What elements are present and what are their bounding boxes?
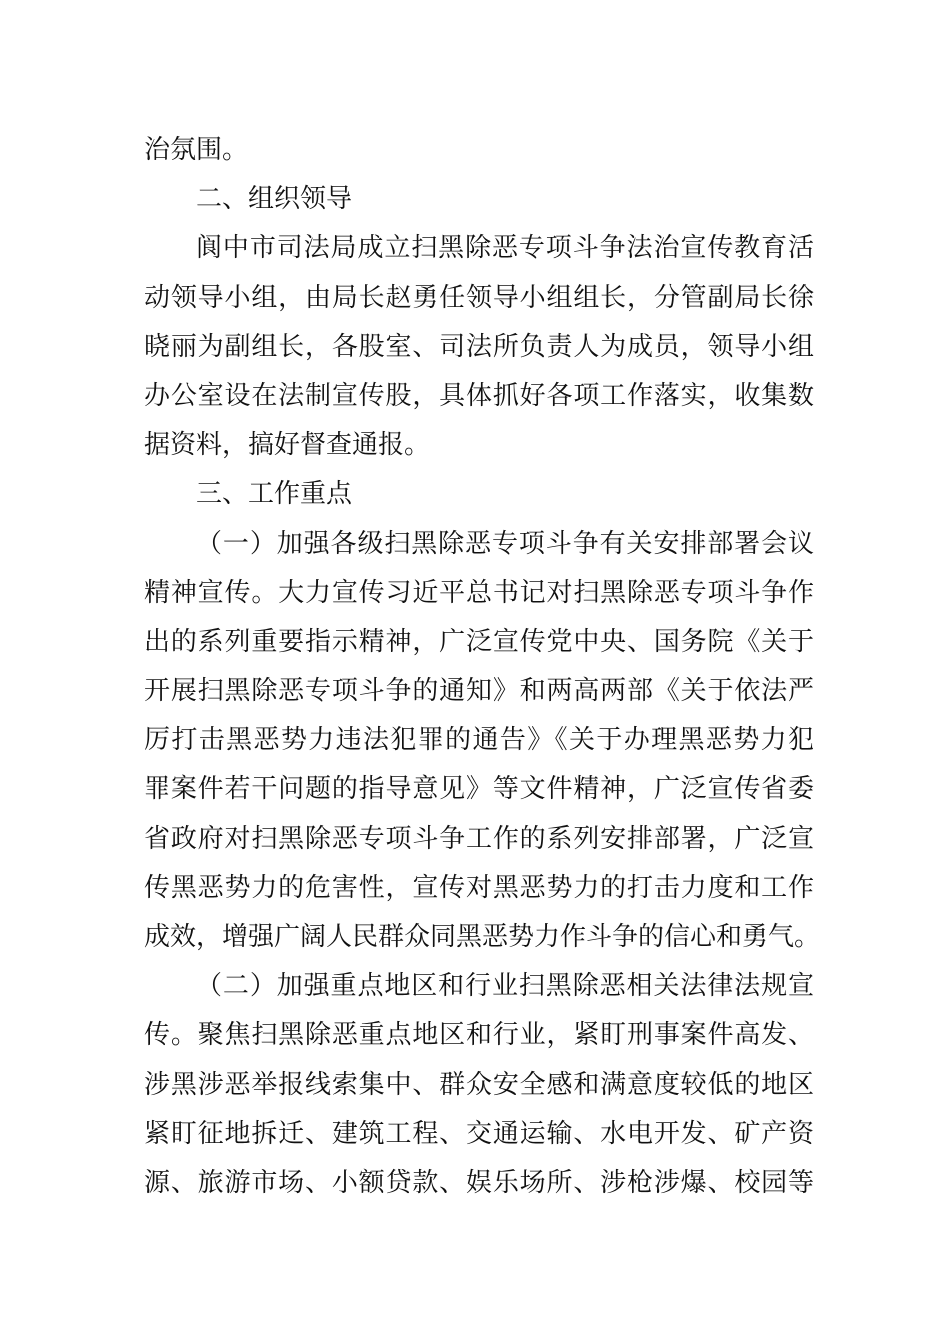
document-body — [144, 126, 821, 1208]
text-line: 二、组织领导 — [196, 184, 353, 215]
text-line: 省政府对扫黑除恶专项斗争工作的系列安排部署，广泛宣 — [144, 823, 814, 854]
text-line: 治氛围。 — [144, 135, 249, 165]
text-line: 罪案件若干问题的指导意见》等文件精神，广泛宣传省委 — [144, 774, 814, 805]
text-line: 紧盯征地拆迁、建筑工程、交通运输、水电开发、矿产资 — [144, 1118, 814, 1149]
text-line: 传黑恶势力的危害性，宣传对黑恶势力的打击力度和工作 — [144, 872, 814, 903]
text-line: 涉黑涉恶举报线索集中、群众安全感和满意度较低的地区 — [144, 1069, 814, 1100]
text-line: 厉打击黑恶势力违法犯罪的通告》《关于办理黑恶势力犯 — [144, 725, 814, 756]
text-line: 精神宣传。大力宣传习近平总书记对扫黑除恶专项斗争作 — [144, 577, 814, 608]
text-line: 出的系列重要指示精神，广泛宣传党中央、国务院《关于 — [144, 626, 814, 657]
text-line: 传。聚焦扫黑除恶重点地区和行业，紧盯刑事案件高发、 — [144, 1020, 814, 1051]
text-line: 据资料，搞好督查通报。 — [144, 430, 431, 461]
text-line: 成效，增强广阔人民群众同黑恶势力作斗争的信心和勇气。 — [144, 922, 821, 952]
text-line: （二）加强重点地区和行业扫黑除恶相关法律法规宣 — [196, 971, 814, 1002]
text-line: 办公室设在法制宣传股，具体抓好各项工作落实，收集数 — [144, 380, 814, 411]
text-line: 晓丽为副组长，各股室、司法所负责人为成员，领导小组 — [144, 331, 814, 362]
text-line: 三、工作重点 — [196, 479, 353, 510]
text-line: 动领导小组，由局长赵勇任领导小组组长，分管副局长徐 — [144, 282, 814, 313]
text-line: 开展扫黑除恶专项斗争的通知》和两高两部《关于依法严 — [144, 676, 814, 707]
text-line: （一）加强各级扫黑除恶专项斗争有关安排部署会议 — [196, 528, 814, 559]
text-line: 源、旅游市场、小额贷款、娱乐场所、涉枪涉爆、校园等 — [144, 1167, 814, 1198]
text-line: 阆中市司法局成立扫黑除恶专项斗争法治宣传教育活 — [196, 233, 814, 264]
